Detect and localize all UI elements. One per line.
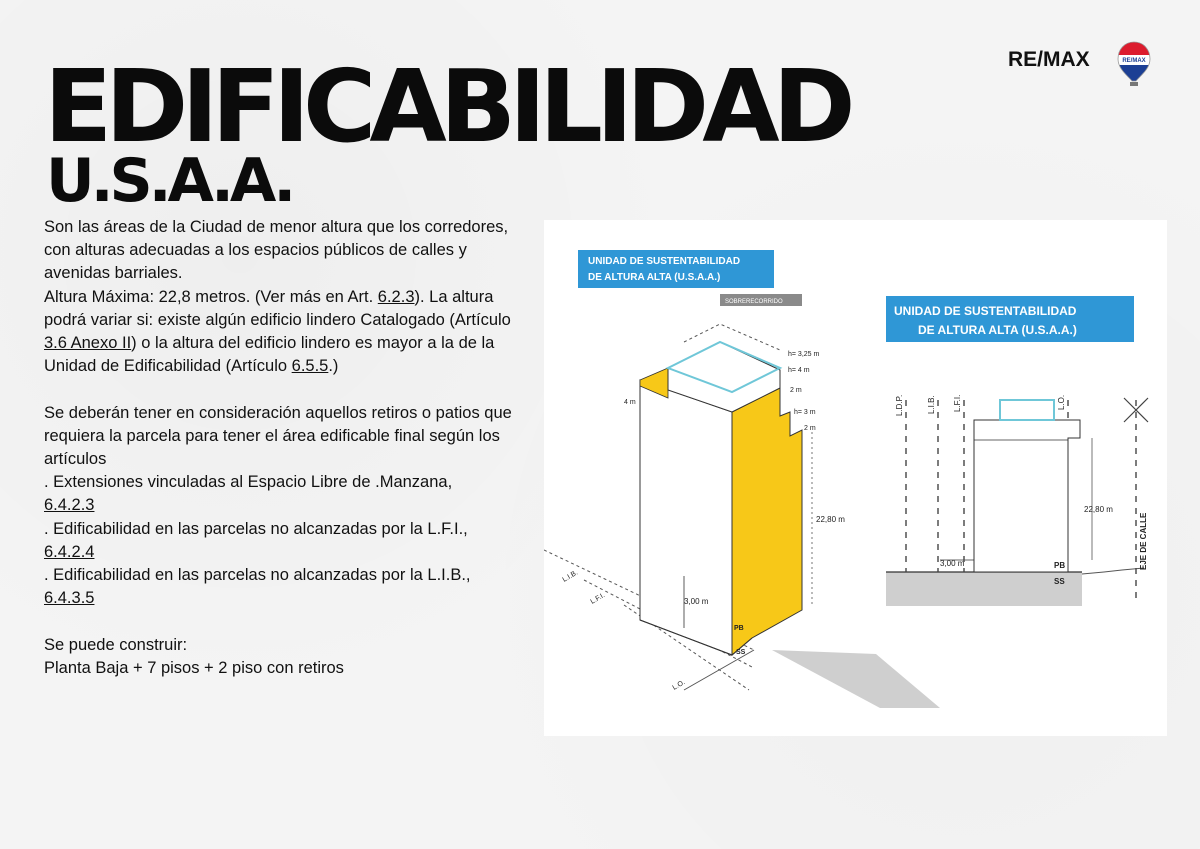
article-link-6-2-3[interactable]: 6.2.3 [377, 287, 415, 306]
list-item-text: . Edificabilidad en las parcelas no alcanzadas por la L.F.I., [44, 519, 468, 538]
setbacks-paragraph: Se deberán tener en consideración aquellos retiros o patios que requiera la parcela para tener el área edificable final según los artículos [44, 403, 512, 469]
dim-setback-left: 3,00 m [684, 597, 709, 606]
height-paragraph [44, 286, 524, 379]
left-tag: SOBRERECORRIDO [725, 299, 783, 305]
sidewalk-shape [772, 650, 940, 708]
section-top-floor [1000, 400, 1054, 420]
right-title-line-2: DE ALTURA ALTA (U.S.A.A.) [918, 323, 1077, 337]
height-text-d: .) [328, 357, 339, 376]
article-link-3-6-anexo[interactable]: 3.6 Anexo II [44, 334, 132, 353]
building-front-face [640, 380, 732, 655]
dim-h-3: h= 3 m [794, 409, 816, 416]
list-item [44, 518, 524, 564]
underground-band [886, 572, 1082, 606]
height-text-b: ). La altura podrá variar si: existe algún edificio lindero Catalogado (Artículo [44, 287, 511, 329]
dim-height-left: 22,80 m [816, 515, 845, 524]
logo-text: RE/MAX [1008, 48, 1090, 71]
dim-h-4: h= 4 m [788, 367, 810, 374]
label-lfi-left: L.F.I. [589, 592, 607, 606]
label-lo-left: L.O. [671, 679, 687, 692]
article-link-6-5-5[interactable]: 6.5.5 [291, 357, 329, 376]
list-item [44, 564, 524, 610]
label-pb-left: PB [734, 625, 744, 632]
intro-paragraph: Son las áreas de la Ciudad de menor altura que los corredores, con alturas adecuadas a los espacios públicos de calles y avenidas barriales. [44, 218, 509, 283]
building-side-face [732, 388, 802, 655]
section-label-ldp: L.D.P. [895, 394, 904, 416]
left-title-line-2: DE ALTURA ALTA (U.S.A.A.) [588, 272, 721, 283]
dim-2m-a: 2 m [790, 387, 802, 394]
page-subtitle: U.S.A.A. [46, 146, 293, 216]
street-axis-label: EJE DE CALLE [1139, 512, 1148, 570]
build-summary: Planta Baja + 7 pisos + 2 piso con retiros [44, 658, 344, 677]
height-text-a: Altura Máxima: 22,8 metros. (Ver más en Art. [44, 287, 378, 306]
dim-h-325: h= 3,25 m [788, 351, 820, 358]
label-lib-left: L.I.B. [561, 569, 580, 584]
article-link-6-4-3-5[interactable]: 6.4.3.5 [44, 589, 95, 608]
label-ss-left: SS [736, 649, 746, 656]
description-text [44, 216, 524, 680]
section-dim-height: 22,80 m [1084, 505, 1113, 514]
right-title-line-1: UNIDAD DE SUSTENTABILIDAD [894, 304, 1077, 318]
list-item-text: . Edificabilidad en las parcelas no alcanzadas por la L.I.B., [44, 566, 471, 585]
article-link-6-4-2-3[interactable]: 6.4.2.3 [44, 496, 95, 515]
dim-4m: 4 m [624, 399, 636, 406]
section-label-ss: SS [1054, 577, 1065, 586]
section-building [974, 420, 1080, 572]
dim-2m-b: 2 m [804, 425, 816, 432]
logo-balloon-text: RE/MAX [1122, 58, 1146, 64]
build-heading: Se puede construir: [44, 635, 188, 654]
page-title: EDIFICABILIDAD [44, 48, 849, 165]
diagram-svg [544, 220, 1167, 736]
balloon-logo-icon [1116, 40, 1152, 88]
remax-logo [1008, 40, 1158, 88]
section-dim-setback: 3,00 m [940, 559, 965, 568]
list-item [44, 471, 524, 517]
section-label-lib: L.I.B. [927, 395, 936, 414]
section-label-lfi: L.F.I. [953, 394, 962, 412]
usaa-diagram [544, 220, 1167, 736]
article-link-6-4-2-4[interactable]: 6.4.2.4 [44, 542, 95, 561]
height-text-c: ) o la altura del edificio lindero es mayor a la de la Unidad de Edificabilidad (Artículo [44, 334, 495, 376]
section-label-lo: L.O. [1057, 394, 1066, 410]
list-item-text: . Extensiones vinculadas al Espacio Libre de .Manzana, [44, 473, 453, 492]
left-title-line-1: UNIDAD DE SUSTENTABILIDAD [588, 256, 741, 267]
section-label-pb: PB [1054, 561, 1066, 570]
